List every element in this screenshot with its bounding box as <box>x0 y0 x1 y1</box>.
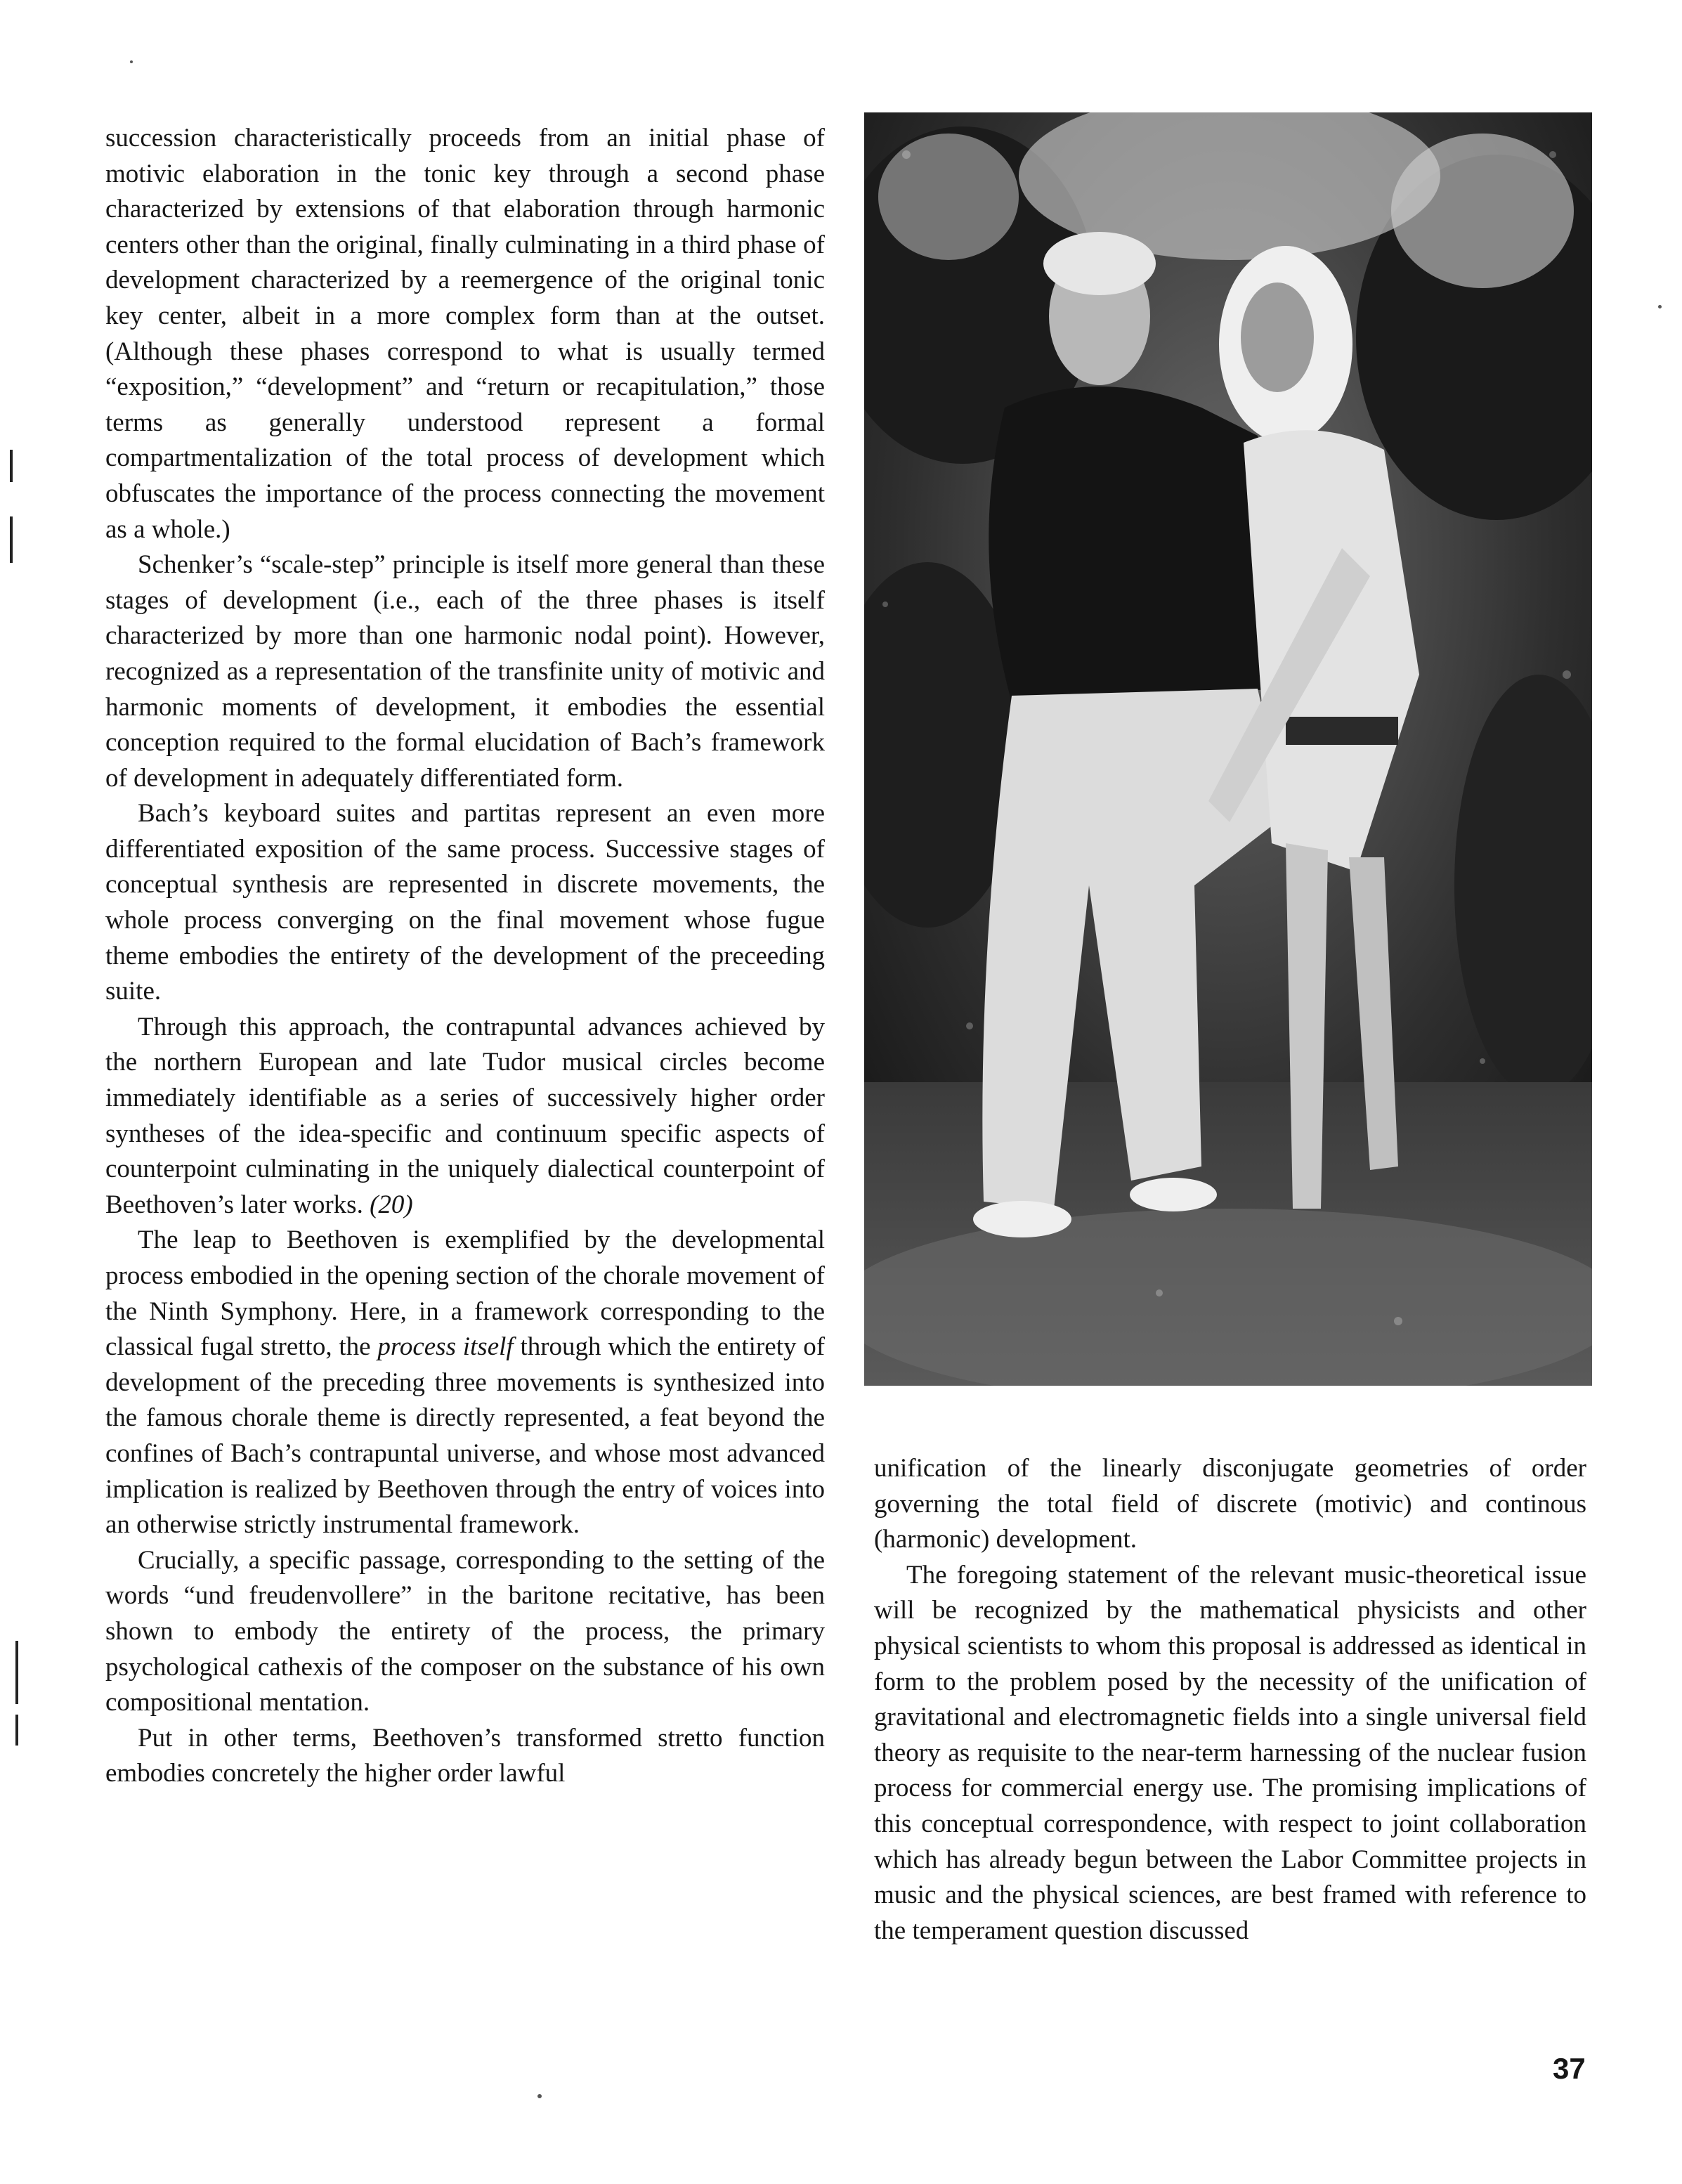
scan-speck <box>1658 305 1662 308</box>
photograph <box>864 112 1592 1386</box>
paragraph-text: The leap to Beethoven is exemplified by the developmental process embodied in the opening section of the chorale movement of the Ninth Symphony. Here, in a framework corresponding to the classical fugal stretto, the <box>105 1226 825 1362</box>
paragraph: Put in other terms, Beethoven’s transformed stretto function embodies concretely the higher order lawful <box>105 1723 825 1788</box>
margin-mark <box>10 516 13 563</box>
margin-mark <box>15 1715 18 1746</box>
page-number: 37 <box>1553 2052 1586 2085</box>
margin-mark <box>10 450 13 482</box>
scan-speck <box>130 60 133 63</box>
paragraph <box>105 1010 825 1223</box>
right-text-column <box>874 1451 1586 1949</box>
paragraph: The foregoing statement of the relevant music-theoretical issue will be recognized by the mathematical physicists and other physical scientists to whom this proposal is addressed as identical in form to the problem posed by the necessity of the unification of gravitational and electromagnetic fields into a single universal field theory as requisite to the near-term harnessing of the nuclear fusion process for commercial energy use. The promising implications of this conceptual correspondence, with respect to joint collaboration which has already begun between the Labor Committee projects in music and the physical sciences, are best framed with reference to the temperament question discussed <box>874 1560 1586 1945</box>
paragraph: Bach’s keyboard suites and partitas represent an even more differentiated exposition of the same process. Successive stages of conceptual synthesis are represented in discrete movements, the whole process converging on the final movement whose fugue theme embodies the entirety of the development of the preceeding suite. <box>105 799 825 1006</box>
paragraph: succession characteristically proceeds from an initial phase of motivic elaboration in the tonic key through a second phase characterized by extensions of that elaboration through harmonic centers other than the original, finally culminating in a third phase of development characterized by a reemergence of the original tonic key center, albeit in a more complex form than at the outset. (Although these phases correspond to what is usually termed “exposition,” “development” and “return or recapitulation,” those terms as generally understood represent a formal compartmentalization of the total process of development which obfuscates the importance of the process connecting the movement as a whole.) <box>105 124 825 544</box>
left-text-column <box>105 121 825 1792</box>
reference-note: (20) <box>370 1190 413 1219</box>
margin-mark <box>15 1641 18 1704</box>
paragraph-text: through which the entirety of development of the preceding three movements is synthesized into the famous chorale theme is directly represented, a feat beyond the confines of Bach’s contrapuntal universe, and whose most advanced implication is realized by Beethoven through the entry of voices into an otherwise strictly instrumental framework. <box>105 1332 826 1540</box>
paragraph-text: Through this approach, the contrapuntal advances achieved by the northern European and late Tudor musical circles become immediately identifiable as a series of successively higher order syntheses of the idea-specific and continuum specific aspects of counterpoint culminating in the uniquely dialectical counterpoint of Beethoven’s later works. <box>105 1012 825 1219</box>
paragraph: Schenker’s “scale-step” principle is itself more general than these stages of development (i.e., each of the three phases is itself characterized by more than one harmonic nodal point). However, recognized as a representation of the transfinite unity of motivic and harmonic moments of development, it embodies the essential conception required to the formal elucidation of Bach’s framework of development in adequately differentiated form. <box>105 550 825 793</box>
paragraph <box>105 1223 825 1542</box>
paragraph: Crucially, a specific passage, corresponding to the setting of the words “und freudenvollere” in the baritone recitative, has been shown to embody the entirety of the process, the primary psychological cathexis of the composer on the substance of his own compositional mentation. <box>105 1545 825 1717</box>
scan-speck <box>537 2094 542 2098</box>
emphasis-text: process itself <box>377 1332 514 1362</box>
paragraph: unification of the linearly disconjugate geometries of order governing the total field of discrete (motivic) and continous (harmonic) development. <box>874 1454 1586 1554</box>
photograph-couple-image <box>864 112 1592 1386</box>
